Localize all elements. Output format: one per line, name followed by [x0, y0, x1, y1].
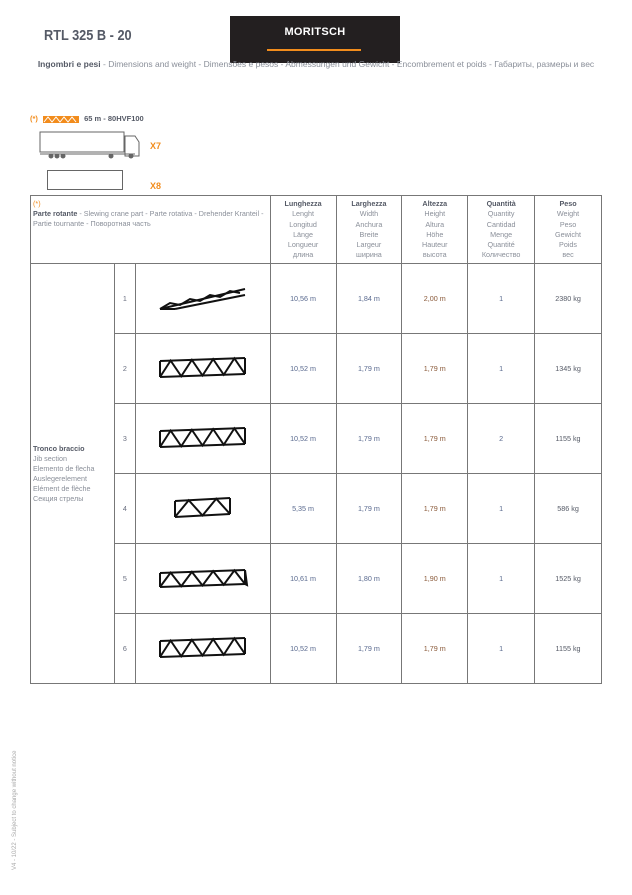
table-row [31, 404, 602, 474]
col-lang: высота [422, 250, 447, 260]
width-value: 1,80 m [336, 544, 402, 614]
length-value: 10,52 m [270, 614, 336, 684]
kit-mark: (*) [30, 114, 38, 123]
group-label [31, 264, 115, 684]
col-lang: Lenght [292, 209, 315, 219]
jib-section-icon [155, 423, 250, 453]
parts-table [30, 195, 602, 684]
table-row [31, 474, 602, 544]
length-value: 10,52 m [270, 404, 336, 474]
col-lang: длина [292, 250, 314, 260]
length-value: 10,61 m [270, 544, 336, 614]
col-lang: Länge [293, 229, 314, 239]
jib-image [135, 614, 270, 684]
length-value: 10,52 m [270, 334, 336, 404]
jib-section-icon [155, 633, 250, 663]
col-lang: Gewicht [555, 229, 582, 239]
width-value: 1,79 m [336, 404, 402, 474]
width-value: 1,79 m [336, 334, 402, 404]
col-lang: Cantidad [486, 219, 516, 229]
jib-section-icon [155, 353, 250, 383]
jib-pattern-icon [43, 116, 79, 123]
table-row [31, 614, 602, 684]
height-value: 1,90 m [402, 544, 468, 614]
weight-value: 1525 kg [535, 544, 602, 614]
width-value: 1,79 m [336, 474, 402, 544]
col-lang: Quantité [487, 240, 515, 250]
section-header [31, 196, 271, 264]
jib-section-icon [155, 563, 250, 593]
jib-image [135, 404, 270, 474]
col-lang: ширина [356, 250, 382, 260]
length-value: 10,56 m [270, 264, 336, 334]
container-count: X8 [150, 181, 162, 191]
col-title: Quantità [486, 199, 516, 208]
col-lang: Longueur [287, 240, 319, 250]
col-quantity [468, 196, 535, 264]
group-lang: Elemento de flecha [33, 463, 95, 473]
col-title: Peso [559, 199, 577, 208]
row-number: 6 [114, 614, 135, 684]
truck-count: X7 [150, 141, 162, 151]
height-value: 1,79 m [402, 614, 468, 684]
quantity-value: 2 [468, 404, 535, 474]
weight-value: 1345 kg [535, 334, 602, 404]
jib-section-icon [155, 493, 250, 523]
quantity-value: 1 [468, 264, 535, 334]
table-row [31, 264, 602, 334]
row-number: 4 [114, 474, 135, 544]
jib-image [135, 474, 270, 544]
weight-value: 2380 kg [535, 264, 602, 334]
table-header [31, 196, 602, 264]
row-number: 2 [114, 334, 135, 404]
col-lang: Height [424, 209, 446, 219]
table-row [31, 334, 602, 404]
height-value: 1,79 m [402, 334, 468, 404]
section-mark: (*) [33, 199, 41, 208]
jib-image [135, 264, 270, 334]
height-value: 2,00 m [402, 264, 468, 334]
footer-note: V4 - 10/22 - Subject to change without notice [12, 750, 18, 870]
section-rest: - Slewing crane part - Parte rotativa - Drehender Kranteil - Partie tournante - Поворотная часть [33, 209, 264, 228]
col-lang: Width [359, 209, 379, 219]
row-number: 5 [114, 544, 135, 614]
subtitle-rest: - Dimensions and weight - Dimensões e pesos - Abmessungen und Gewicht - Encombrement et poids - Габариты, размеры и вес [100, 59, 595, 69]
col-lang: Anchura [355, 219, 383, 229]
row-number: 3 [114, 404, 135, 474]
col-lang: Quantity [487, 209, 515, 219]
width-value: 1,79 m [336, 614, 402, 684]
col-lang: Largeur [356, 240, 382, 250]
group-lang: Elément de flèche [33, 483, 91, 493]
col-length [270, 196, 336, 264]
kit-label [30, 114, 144, 123]
group-bold: Tronco braccio [33, 443, 85, 453]
col-lang: Weight [556, 209, 580, 219]
logo-text: MORITSCH [284, 26, 346, 38]
col-title: Altezza [422, 199, 448, 208]
page-title: RTL 325 B - 20 [44, 27, 132, 44]
col-title: Larghezza [351, 199, 387, 208]
row-number: 1 [114, 264, 135, 334]
col-lang: Menge [490, 229, 513, 239]
col-lang: Hauteur [422, 240, 448, 250]
jib-section-icon [155, 283, 250, 313]
group-lang: Jib section [33, 453, 67, 463]
truck-icon [39, 130, 143, 160]
col-width [336, 196, 402, 264]
col-lang: вес [562, 250, 574, 260]
col-lang: Höhe [426, 229, 444, 239]
col-lang: Altura [425, 219, 445, 229]
col-lang: Longitud [289, 219, 317, 229]
height-value: 1,79 m [402, 474, 468, 544]
subtitle [0, 59, 632, 69]
container-icon [47, 170, 123, 190]
weight-value: 586 kg [535, 474, 602, 544]
table-row [31, 544, 602, 614]
length-value: 5,35 m [270, 474, 336, 544]
quantity-value: 1 [468, 544, 535, 614]
weight-value: 1155 kg [535, 404, 602, 474]
col-height [402, 196, 468, 264]
height-value: 1,79 m [402, 404, 468, 474]
width-value: 1,84 m [336, 264, 402, 334]
quantity-value: 1 [468, 614, 535, 684]
group-lang: Auslegerelement [33, 473, 87, 483]
group-lang: Секция стрелы [33, 493, 84, 503]
subtitle-bold: Ingombri e pesi [37, 59, 101, 69]
col-lang: Peso [559, 219, 577, 229]
kit-text: 65 m - 80HVF100 [84, 114, 144, 123]
col-weight [535, 196, 602, 264]
col-lang: Poids [559, 240, 578, 250]
brand-logo [230, 16, 400, 63]
jib-image [135, 334, 270, 404]
col-lang: Breite [359, 229, 379, 239]
col-lang: Количество [481, 250, 521, 260]
col-title: Lunghezza [284, 199, 322, 208]
quantity-value: 1 [468, 334, 535, 404]
section-bold: Parte rotante [33, 209, 78, 218]
quantity-value: 1 [468, 474, 535, 544]
weight-value: 1155 kg [535, 614, 602, 684]
jib-image [135, 544, 270, 614]
